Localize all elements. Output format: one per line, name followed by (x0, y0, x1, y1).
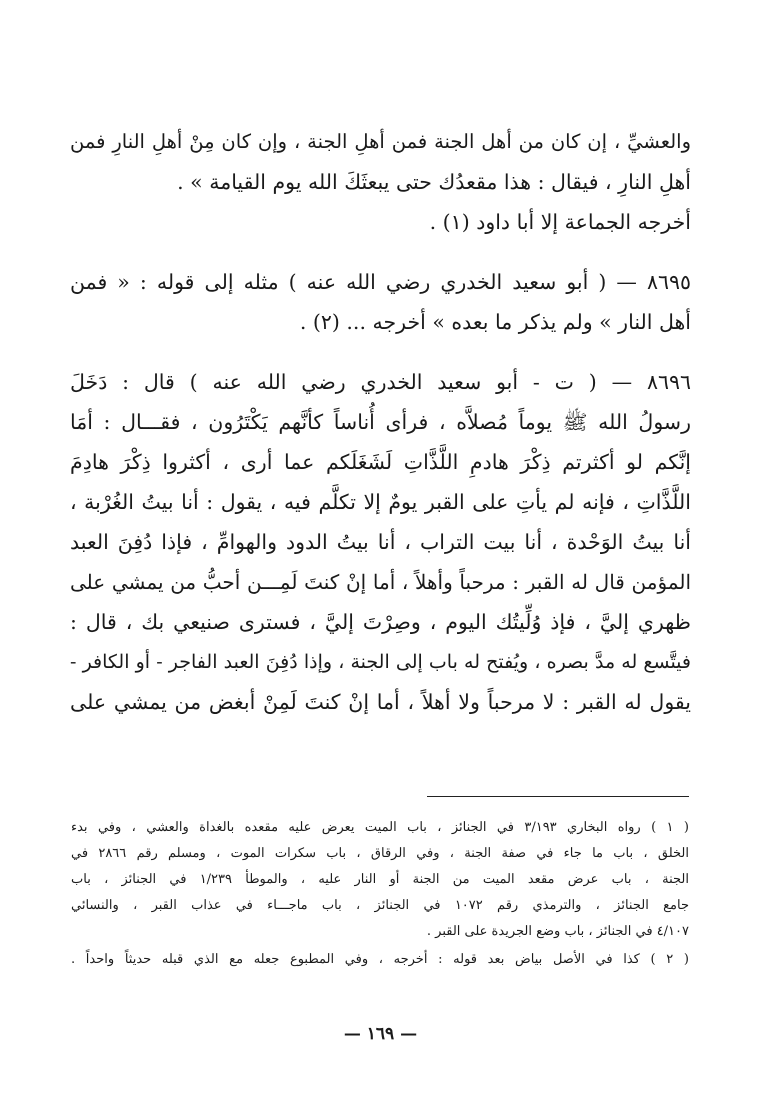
text-line: إنَّكم لو أكثرتم ذِكْرَ هادمِ اللَّذَّاتِ لَشَغَلَكم عما أرى ، أكثروا ذِكْرَ هادِمَ (70, 450, 691, 474)
text-line: ظهري إليَّ ، فإذ وُلِّيتُك اليوم ، وصِرْتَ إليَّ ، فسترى صنيعي بك ، قال : (70, 610, 691, 634)
text-line: المؤمن قال له القبر : مرحباً وأهلاً ، أما إنْ كنتَ لَمِـــن أحبُّ من يمشي على (70, 570, 691, 594)
footnote-line: الخلق ، باب ما جاء في صفة الجنة ، وفي الرقاق ، باب سكرات الموت ، ومسلم رقم ٢٨٦٦ في (71, 846, 689, 861)
text-line: أنا بيتُ الوَحْدة ، أنا بيت التراب ، أنا بيتُ الدود والهوامِّ ، فإذا دُفِنَ العبد (70, 530, 691, 554)
text-line: رسولُ الله ﷺ يوماً مُصلاَّه ، فرأى أُناساً كأنَّهم يَكْتَرُون ، فقـــال : أمَا (70, 410, 691, 434)
page-number: — ١٦٩ — (343, 1024, 418, 1044)
hadith-8696-line: ٨٦٩٦ — ( ت - أبو سعيد الخدري رضي الله عنه ) قال : دَخَلَ (70, 370, 691, 394)
footnote-line: ٤/١٠٧ في الجنائز ، باب وضع الجريدة على القبر . (426, 924, 689, 939)
footnote-line: جامع الجنائز ، والترمذي رقم ١٠٧٢ في الجنائز ، باب ماجـــاء في عذاب القبر ، والنسائي (71, 898, 689, 913)
footnote-line: ( ١ ) رواه البخاري ٣/١٩٣ في الجنائز ، باب الميت يعرض عليه مقعده بالغداة والعشي ، وفي بدء (71, 820, 689, 835)
text-line: فيتَّسع له مدَّ بصره ، ويُفتح له باب إلى الجنة ، وإذا دُفِنَ العبد الفاجر - أو الكافر - (70, 651, 691, 673)
text-line: أهل النار » ولم يذكر ما بعده » أخرجه ... (٢) . (299, 310, 691, 334)
footnote-line: ( ٢ ) كذا في الأصل بياض بعد قوله : أخرجه ، وفي المطبوع جعله مع الذي قبله حديثاً واحداً . (71, 952, 689, 967)
text-line: أخرجه الجماعة إلا أبا داود (١) . (429, 210, 691, 234)
text-line: والعشيِّ ، إن كان من أهل الجنة فمن أهلِ الجنة ، وإن كان مِنْ أهلِ النارِ فمن (70, 130, 691, 153)
footnote-divider (427, 796, 689, 797)
text-line: يقول له القبر : لا مرحباً ولا أهلاً ، أما إنْ كنتَ لَمِنْ أبغض من يمشي على (70, 690, 691, 714)
hadith-8695-line: ٨٦٩٥ — ( أبو سعيد الخدري رضي الله عنه ) مثله إلى قوله : « فمن (70, 270, 691, 294)
text-line: أهلِ النارِ ، فيقال : هذا مقعدُك حتى يبعثَكَ الله يوم القيامة » . (177, 170, 691, 194)
footnote-line: الجنة ، باب عرض مقعد الميت من الجنة أو النار عليه ، والموطأ ١/٢٣٩ في الجنائز ، باب (71, 872, 689, 887)
text-line: اللَّذَّاتِ ، فإنه لم يأتِ على القبر يومٌ إلا تكلَّم فيه ، يقول : أنا بيتُ الغُرْبة ، (70, 490, 691, 514)
